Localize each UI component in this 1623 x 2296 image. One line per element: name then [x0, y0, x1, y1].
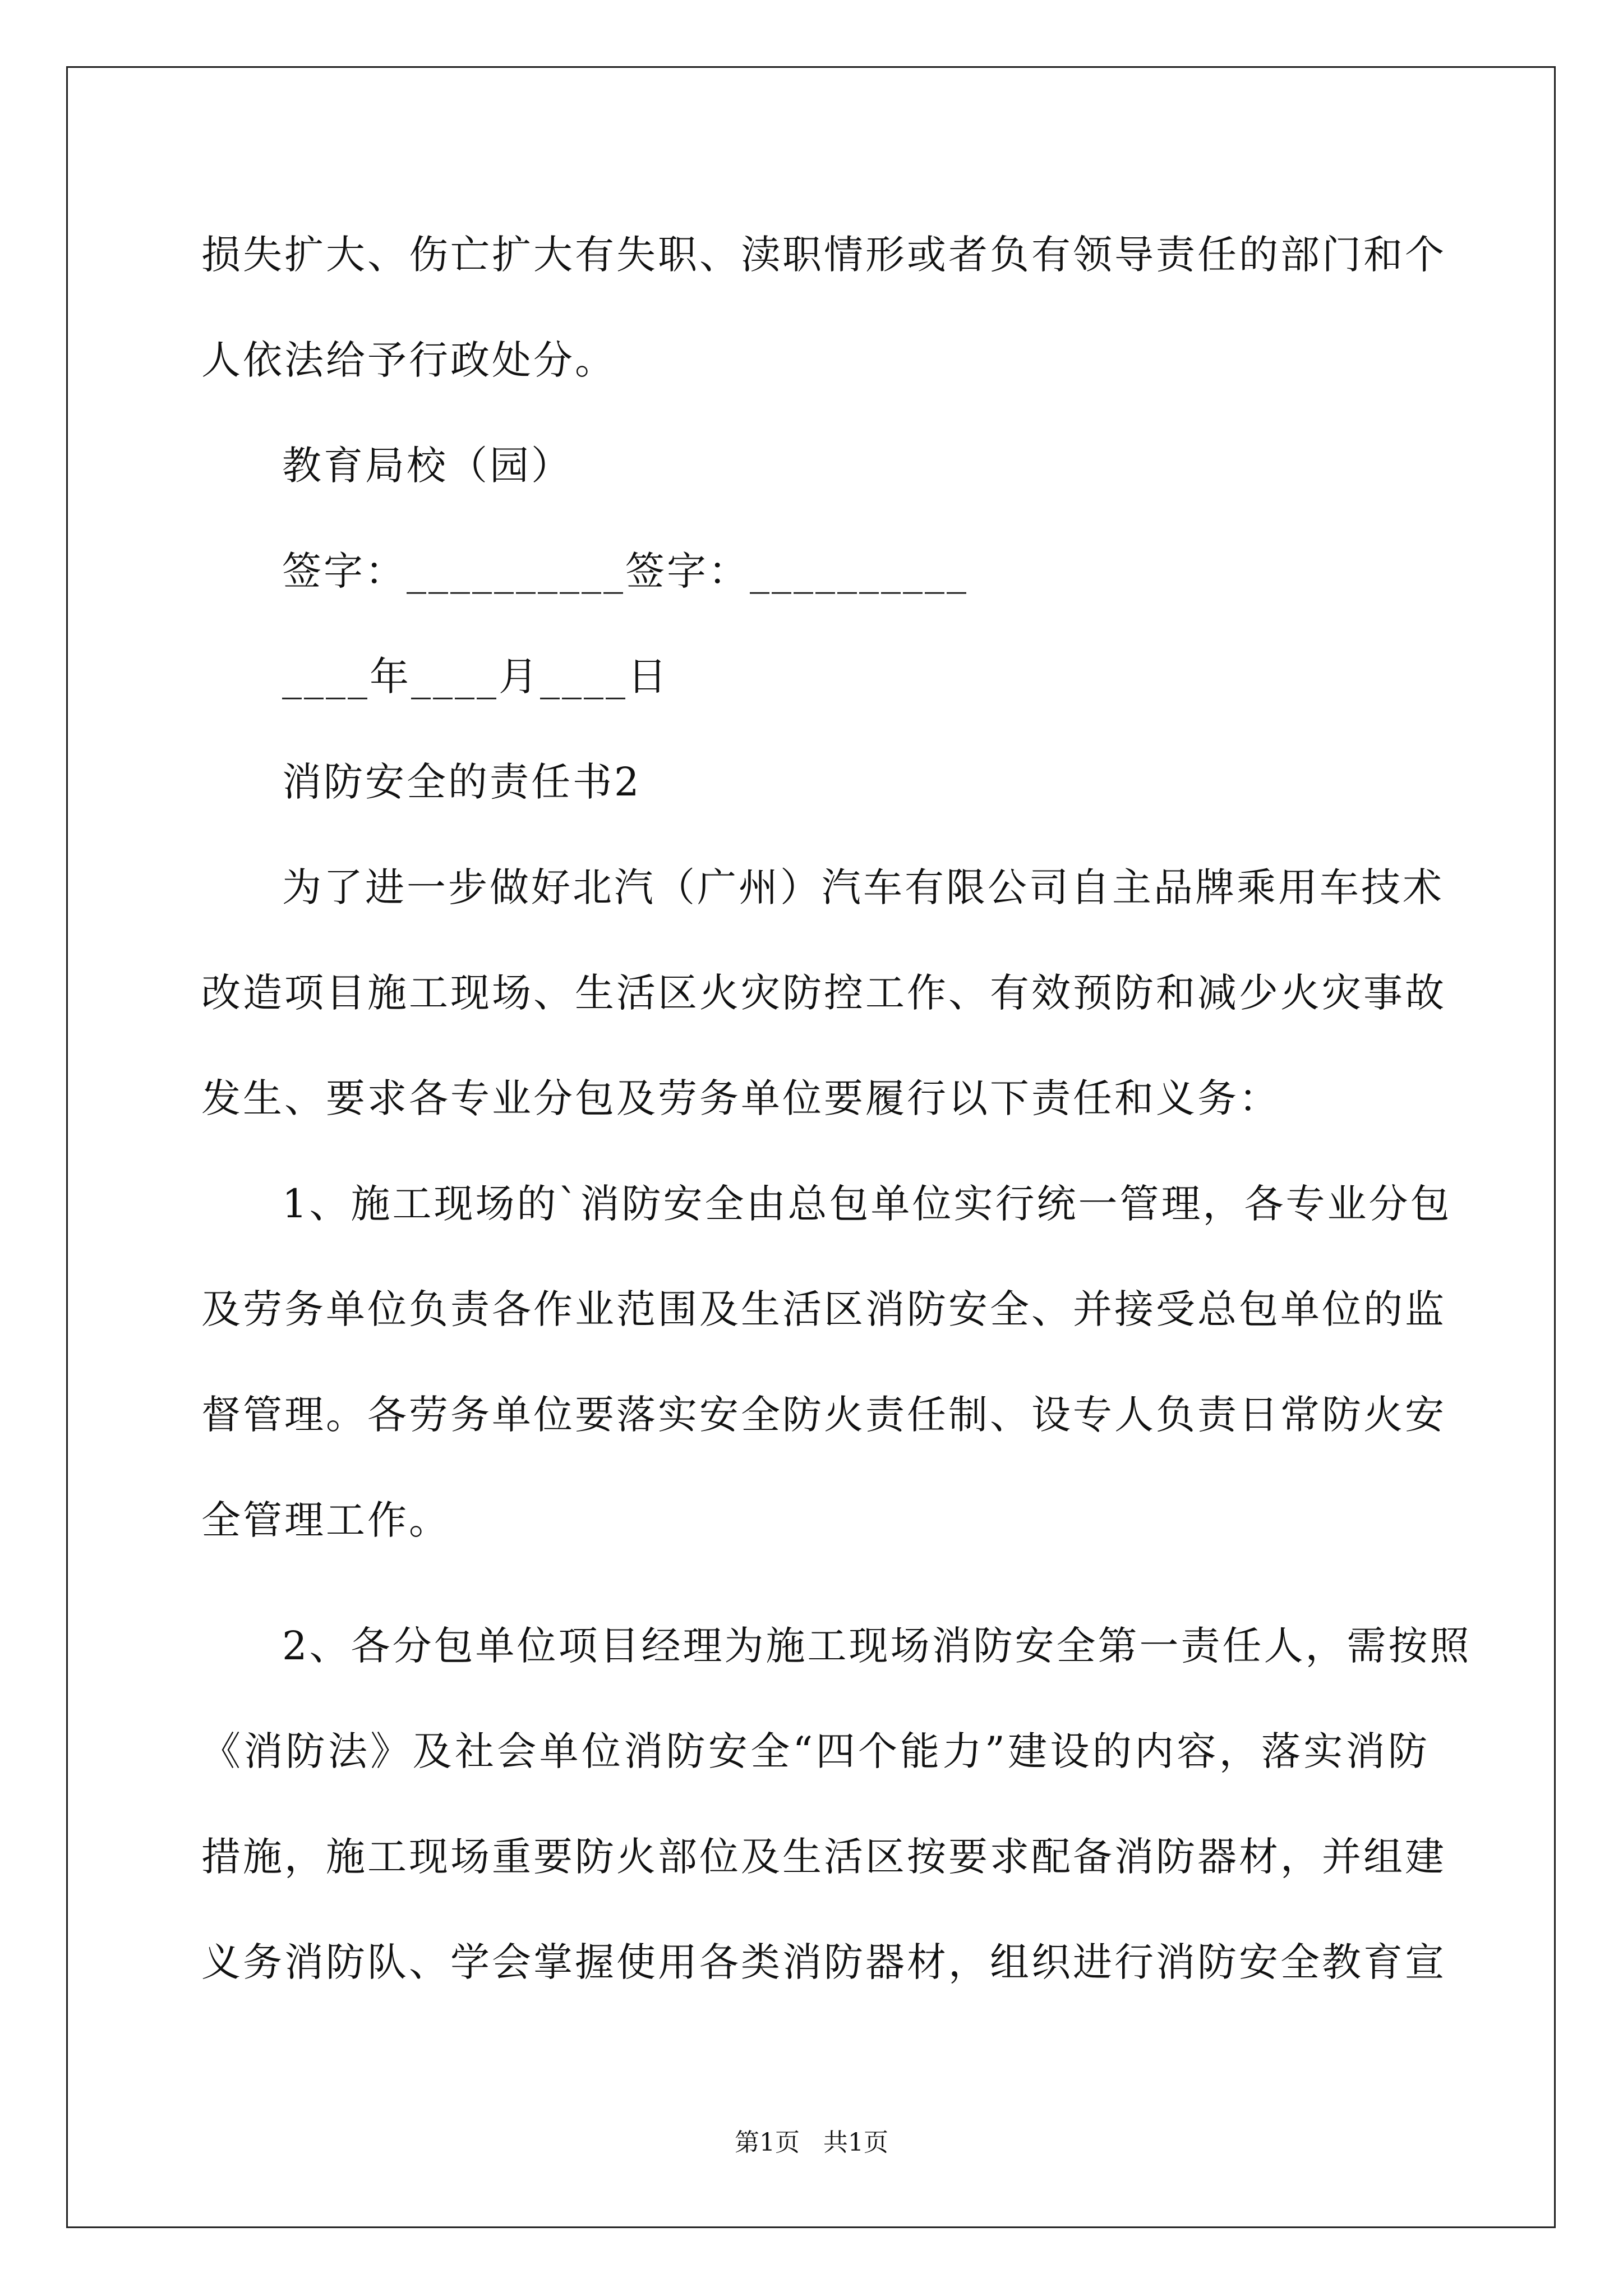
document-body	[201, 210, 1472, 2023]
paragraph-line: 全管理工作。	[201, 1497, 450, 1543]
paragraph-line: 损失扩大、伤亡扩大有失职、渎职情形或者负有领导责任的部门和个	[201, 232, 1446, 278]
page-number-footer: 第1页 共1页	[735, 2128, 888, 2157]
date-line: ____年____月____日	[282, 654, 669, 700]
paragraph-line: 督管理。各劳务单位要落实安全防火责任制、设专人负责日常防火安	[201, 1392, 1446, 1438]
paragraph-line: 及劳务单位负责各作业范围及生活区消防安全、并接受总包单位的监	[201, 1286, 1446, 1332]
school-label: 教育局校（园）	[282, 443, 573, 489]
paragraph-line: 人依法给予行政处分。	[201, 337, 616, 383]
signature-line: 签字：__________签字：__________	[282, 548, 969, 594]
paragraph-gap	[201, 1581, 1430, 1601]
paragraph-line: 措施，施工现场重要防火部位及生活区按要求配备消防器材，并组建	[201, 1834, 1446, 1880]
paragraph-line: 义务消防队、学会掌握使用各类消防器材，组织进行消防安全教育宣	[201, 1939, 1446, 1985]
section-title: 消防安全的责任书2	[282, 759, 642, 805]
paragraph-line: 改造项目施工现场、生活区火灾防控工作、有效预防和减少火灾事故	[201, 970, 1446, 1016]
paragraph-line: 2、各分包单位项目经理为施工现场消防安全第一责任人，需按照	[282, 1623, 1472, 1669]
paragraph-line: 为了进一步做好北汽（广州）汽车有限公司自主品牌乘用车技术	[282, 864, 1444, 910]
paragraph-line: 1、施工现场的`消防安全由总包单位实行统一管理，各专业分包	[282, 1181, 1452, 1227]
paragraph-line: 发生、要求各专业分包及劳务单位要履行以下责任和义务：	[201, 1075, 1280, 1121]
paragraph-line: 《消防法》及社会单位消防安全“四个能力”建设的内容，落实消防	[201, 1728, 1430, 1774]
